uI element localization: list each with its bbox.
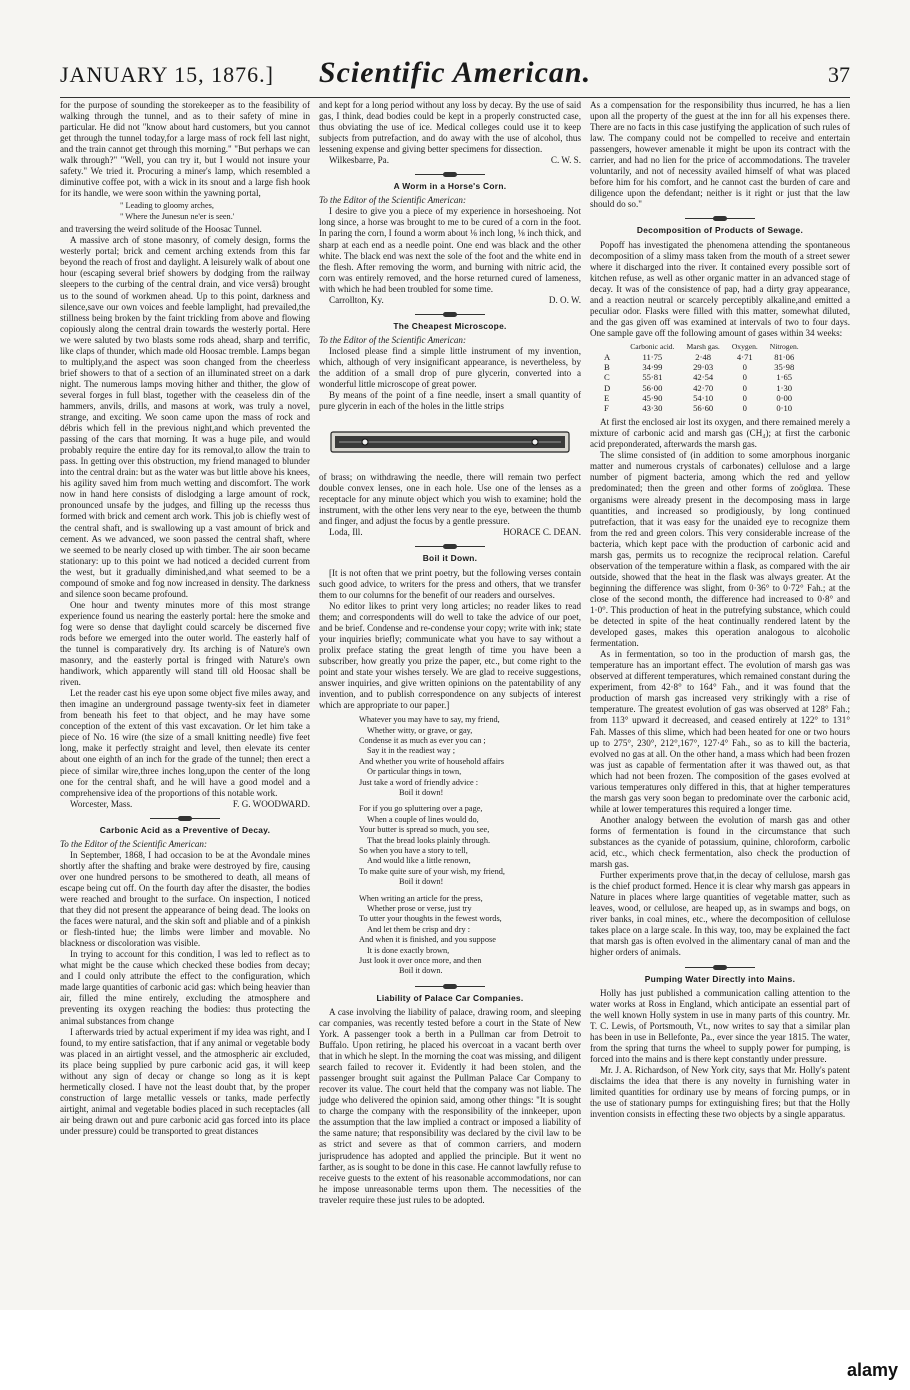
header-rule: [60, 97, 850, 98]
article-paragraph: As in fermentation, so too in the production of marsh gas, the temperature has an important effect. The evolution of marsh gas was observed at different temperatures, which remained constant during the experiment, from 42·8° to 164° Fah., and it was found that the production of marsh gas increased very strikingly with a rise of temperature. The greatest evolution of gas was observed at 128° Fah.; from 113° upward it decreased, and ceased entirely at 122° to 131° Fah. Masses of this slime, which had been heated for one or two hours up to 275°, 230°, 212°,167°, 127·4° Fah., so as to kill the bacteria, evolved no gas at all. On the other hand, a mass which had been frozen was just as capable of fermentation after it was thawed out, as that which had not been frozen. The composition of the gases evolved at various temperatures only differed in this, that at higher temperatures the marsh gas very soon began to predominate over the carbonic acid, while at lower temperatures this required a longer time.: [590, 649, 850, 814]
table-cell: 54·10: [693, 392, 714, 403]
article-paragraph: Mr. J. A. Richardson, of New York city, says that Mr. Holly's patent disclaims the idea that there is any novelty in furnishing water in limited quantities for ordinary use by means of forcing pumps, or in the use of stationary pumps for extinguishing fires; but that the Holly invention consists in effecting these two objects by a single apparatus.: [590, 1064, 850, 1120]
page-header: [60, 54, 850, 98]
poem-line: And when it is finished, and you suppose: [359, 935, 496, 945]
article-paragraph: By means of the point of a fine needle, insert a small quantity of pure glycerin in each of the holes in the little strips: [319, 390, 581, 412]
signature: [60, 799, 310, 810]
poem-line: Condense it as much as ever you can ;: [359, 735, 486, 745]
table-header-cell: Nitrogen.: [769, 341, 799, 351]
table-header-cell: [598, 341, 624, 352]
table-cell: A: [604, 351, 611, 362]
article-heading: Boil it Down.: [422, 553, 478, 564]
table-cell: 1·65: [776, 372, 793, 383]
table-body: [598, 352, 805, 413]
table-cell: 34·99: [642, 362, 663, 373]
table-cell: 55·81: [642, 372, 663, 383]
poem: [359, 715, 581, 977]
article-paragraph: In September, 1868, I had occasion to be at the Avondale mines shortly after the shafting and brake were destroyed by fire, causing over one hundred persons to be smothered to death, all means of escape being cut off. On the fourth day after the disaster, the bodies were reached and brought to the surface. On inspection, I noticed that they did not present the appearance of being dead. The looks on the faces were natural, and the skin soft and pliable and of a pinkish or flesh-tinted hue; the limbs were limber and movable. No blackness or discoloration was visible.: [60, 849, 310, 949]
signature-place: Worcester, Mass.: [70, 798, 133, 809]
poem-stanza: [359, 894, 581, 977]
table-row: [598, 372, 805, 382]
table-cell: D: [604, 382, 611, 393]
poem-stanza: [359, 804, 581, 887]
article-heading: Pumping Water Directly into Mains.: [644, 973, 796, 984]
table-cell: 81·06: [774, 351, 795, 362]
article-paragraph: Let the reader cast his eye upon some object five miles away, and then imagine an underground passage twenty-six feet in diameter from beneath his feet to that object, and he may have some conception of the extent of this vast excavation. Or let him take a piece of No. 16 wire (the size of a small knitting needle) five feet long, make it perfectly straight and level, then elevate its center about one eighth of an inch for the grade of the tunnel; then erect a piece of similar wire,three inches long,upon the center of the long one for the central shaft, and he will have a good model and a comprehensive idea of the proportions of this notable work.: [60, 688, 310, 798]
section-separator: [415, 543, 485, 550]
table-row: [598, 403, 805, 413]
table-cell: 56·00: [642, 382, 663, 393]
table-row: [598, 393, 805, 403]
poem-line: Whether prose or verse, just try: [367, 904, 472, 914]
poem-line: Just look it over once more, and then: [359, 956, 482, 966]
signature-name: F. G. WOODWARD.: [232, 798, 310, 809]
signature: [319, 155, 581, 166]
poem-line: Whatever you may have to say, my friend,: [359, 715, 500, 725]
poem-line: When writing an article for the press,: [359, 893, 483, 903]
article-paragraph: In trying to account for this condition, I was led to reflect as to what might be the cause which checked these bodies from decay; and I could only attribute the effect to the configuration, which made large quantities of carbonic acid gas: which being heavier than air, filled the mine entirely, excluding the atmosphere and preventing its oxygen reaching the bodies: thus protecting the animal substances from change: [60, 949, 310, 1026]
column-2: [319, 100, 581, 1206]
gas-table: [598, 341, 805, 413]
section-separator: [415, 311, 485, 318]
table-header-cell: Carbonic acid.: [630, 341, 675, 351]
article-paragraph: A massive arch of stone masonry, of comely design, forms the westerly portal; brick and cement arching extends from this far beyond the reach of frost and daylight. A leisurely walk of about one hour (escaping several brief showers by dodging from the railway sleepers to the curbing of the central drain, and vice versâ) brought us to the sound of workmen ahead. Up to this point, darkness and silence,save our own voices and feeble lamplight, had prevailed,the stillness being broken by the faint trickling from above and flowing copiously along the central drain towards the westerly portal. Here we were saluted by two blasts some rods ahead, sharp and terrific, like claps of thunder, which made old Hoosac tremble. Lamps began to multiply,and the aspect was soon changed from the cheerless brief showers to that of a section of an illuminated street on a dark night. The numerous lamps moving hither and thither, the glow of several forges in full blast, together with the ceaseless din of the hammers, anvils, drills, and masons at work, was truly a novel, strange, and exciting. We soon came upon the mass of rock and débris which fell in the previous night,and which prevented the passing of the cars that morning. It was a huge pile, and would probably require the entire day for its removal,to allow the train to pass. In getting over this obstruction, my friend managed to blunder into the central drain: but as the water was but little above his knees, his agility saved him from much wetting and discomfort. The work now in hand here consists of dislodging a large amount of rock, pronounced unsafe by the judges, and filling up the recesss thus formed with brick and cement arch work. This job is chiefly west of the central shaft, and is swallowing up a vast amount of brick and cement. As we advanced, we soon passed the central shaft, where we seemed to be nearly closed up with timber. The air soon became stationary: up to this point we had noticed a decided current from the west, but it gradually diminished,and what seemed to be a compound of smoke and fog now increased in density. The darkness and silence soon became profound.: [60, 235, 310, 599]
section-separator: [150, 815, 220, 822]
table-cell: 45·90: [642, 392, 663, 403]
article-heading: Liability of Palace Car Companies.: [376, 992, 524, 1003]
signature-place: Carrollton, Ky.: [329, 294, 384, 305]
table-cell: 0·00: [776, 392, 793, 403]
article-paragraph: Further experiments prove that,in the decay of cellulose, marsh gas is the chief product formed. Hence it is clear why marsh gas appears in Nature in places where large quantities of vegetable matter, such as leaves, wood, or cellulose, are heaped up, as in swamps and bogs, on river banks, in coal mines, etc., where the decomposition of cellulose takes place on a large scale. In this way, too, may be explained the fact that marsh gas is often evolved in the alimentary canal of man and the higher orders of animals.: [590, 870, 850, 958]
table-cell: 2·48: [695, 351, 712, 362]
article-paragraph: Popoff has investigated the phenomena attending the spontaneous decomposition of a slimy mass taken from the mouth of a street sewer where it discharged into the river. It contained every possible sort of kitchen refuse, as well as other organic matter in an advanced stage of decay. It was of the consistence of pap, had a dirty gray appearance, and a reaction neutral or scarcely perceptibly alkaline,and emitted a peculiar odor. Flasks were filled with this matter, somewhat diluted, and the gas given off was examined at intervals of two to four days. One sample gave off the following amount of gases within 34 weeks:: [590, 239, 850, 338]
article-paragraph: for the purpose of sounding the storekeeper as to the feasibility of walking through the tunnel, and as to their safety of mine in particular. He did not "know about hard customers, but you cannot get through the tunnel today,for a large mass of rock fell last night, and the train cannot get through this morning." "But perhaps we can walk through?" "Well, you can try it, but I would not insure your safety." We tried it. Procuring a miner's lamp, which resembled a diminutive coffee pot, with a wick in its snout and a large fish hook for its handle, we were soon within the yawning portal,: [60, 100, 310, 199]
signature-place: Loda, Ill.: [329, 527, 363, 538]
table-cell: 42·54: [693, 372, 714, 383]
article-heading: Decomposition of Products of Sewage.: [636, 225, 804, 236]
table-cell: 0: [742, 382, 747, 393]
article-paragraph: One hour and twenty minutes more of this most strange experience found us nearing the easterly portal: here the smoke and fog were so dense that daylight could scarcely be discerned five rods before we emerged into the outer world. The easterly half of the tunnel is comparatively dry. Its arching is of Nature's own masonry, and the easterly portal is fringed with Nature's own handiwork, which apparently will stand till old Hoosac shall be riven.: [60, 599, 310, 688]
issue-date: JANUARY 15, 1876.]: [60, 62, 274, 87]
article-paragraph: Inclosed please find a simple little instrument of my invention, which, although of very insignificant appearance, is nevertheless, by the addition of a small drop of pure glycerin, converted into a wonderful little microscope of great power.: [319, 345, 581, 390]
table-row: [598, 383, 805, 393]
footer-band: [0, 1310, 910, 1390]
table-cell: 0: [742, 372, 747, 383]
quote-lines: [120, 201, 310, 222]
article-paragraph: As a compensation for the responsibility thus incurred, he has a lien upon all the property of the guest at the inn for all his expenses there. There are no facts in this case justifying the application of such rules of law. The company could not be compelled to receive and entertain passengers, however amenable it might be upon its contract with the carrier, and had no lien for the price of accommodations. The traveler voluntarily, and not of necessity availed himself of what was placed before him for his comfort, and he cannot cast the burden of care and diligence upon the defendant; neither is it right or just that the law should do so.": [590, 100, 850, 210]
table-cell: 43·30: [642, 403, 663, 413]
article-paragraph: I afterwards tried by actual experiment if my idea was right, and I found, to my entire satisfaction, that if any animal or vegetable body was placed in an airtight vessel, and the atmospheric air excluded, its place being supplied by pure carbonic acid gas, it will keep without any sign of decay or change so long as it is kept hermetically closed. I have not the least doubt that, by the proper construction of large metallic vessels or tanks, made perfectly airtight, animal and vegetable bodies placed in such receptacles (all air being drawn out and pure carbonic acid gas forced into its place under pressure) could be transported to great distances: [60, 1026, 310, 1136]
table-cell: 0: [742, 362, 747, 373]
microscope-illustration: [325, 418, 575, 466]
article-paragraph: and kept for a long period without any loss by decay. By the use of said gas, I think, dead bodies could be kept in a properly constructed case, thus obviating the use of ice. Medical colleges could use it to keep subjects from putrefaction, and do away with the use of alcohol, thus lessening expense and giving better specimens for dissection.: [319, 100, 581, 155]
quote-line: " Leading to gloomy arches,: [120, 201, 214, 211]
poem-line: To make quite sure of your wish, my friend,: [359, 866, 505, 876]
section-separator: [685, 215, 755, 222]
masthead-title: Scientific American.: [318, 56, 592, 89]
article-paragraph: Another analogy between the evolution of marsh gas and other forms of fermentation is found in the circumstance that such substances as the cyanide of potassium, quinine, chloroform, carbolic acid, etc., which check fermentation, also check the production of marsh gas.: [590, 814, 850, 870]
table-cell: 0: [742, 403, 747, 413]
table-cell: 0·10: [776, 403, 793, 413]
section-separator: [415, 171, 485, 178]
poem-line: Boil it down!: [399, 877, 444, 887]
table-cell: 29·03: [693, 362, 714, 373]
signature: [319, 527, 581, 538]
poem-line: For if you go spluttering over a page,: [359, 804, 483, 814]
poem-line: Say it in the readiest way ;: [367, 746, 456, 756]
article-paragraph: [It is not often that we print poetry, but the following verses contain such good advice, to writers for the press and others, that we transfer them to our columns for the benefit of our readers and ourselves.: [319, 567, 581, 600]
article-paragraph: Holly has just published a communication calling attention to the water works at Ross in England, which anticipate an essential part of the well known Holly system in use in many parts of this country. Mr. T. C. Lewis, of Portsmouth, Vt., now writes to say that a similar plan has been in use in Bellefonte, Pa., ever since the year 1815. The water, from the spring that turns the wheel to supply power for pumping, is forced into the mains and is there kept constantly under pressure.: [590, 987, 850, 1064]
table-cell: F: [604, 403, 609, 413]
poem-line: And whether you write of household affairs: [359, 756, 505, 766]
editor-salutation: To the Editor of the Scientific American:: [319, 334, 466, 345]
signature-name: D. O. W.: [548, 294, 581, 305]
poem-line: Boil it down.: [399, 966, 443, 976]
editor-salutation: To the Editor of the Scientific American:: [319, 195, 466, 206]
table-cell: 0: [742, 392, 747, 403]
watermark-logo: [748, 1358, 898, 1380]
quote-line: " Where the Junesun ne'er is seen.': [120, 211, 235, 221]
article-paragraph: No editor likes to print very long articles; no reader likes to read them; and correspondents will do well to take the advice of our poet, and be brief. Condense and re-condense your copy; write with ink; state your inquiries briefly; communicate what you have to say without a prolix preface stating the great length of time you have been a subscriber, how greatly you prize the paper, etc., but come right to the point and state your wishes tersely. We are glad to receive suggestions, answer inquiries, and give written opinions on the patentability of any invention, and to publish correspondence on any subjects of interest which are appropriate to our paper.]: [319, 600, 581, 711]
article-paragraph: I desire to give you a piece of my experience in horseshoeing. Not long since, a horse was brought to me to be cured of a corn in the foot. In paring the corn, I found a worm about ⅛ inch long, ⅛ inch thick, and sharp at each end as a needle point. One end was black and the other white. The black end was next the sole of the foot and the white end in the flesh. After removing the worm, and burning with nitric acid, the corn was entirely removed, and the horse returned cured of lameness, with which he had been troubled for some time.: [319, 206, 581, 294]
article-paragraph: A case involving the liability of palace, drawing room, and sleeping car companies, was recently tested before a court in the State of New York. A passenger took a berth in a Pullman car from Detroit to Buffalo. Upon retiring, he placed his overcoat in a vacant berth over that in which he slept. In the morning the coat was missing, and diligent search failed to recover it. Evidently it had been stolen, and the passenger brought suit against the Pullman Palace Car Company to recover its value. The court held that the company was not liable. The judge who delivered the opinion said, among other things: "It is sought to charge the company with the responsibility of the innkeeper, upon the assumption that the law implied a contract or imposed a liability of the same nature; that responsibility was declared by the civil law to be as strict and severe as that of common carriers, and modern jurisprudence has adopted and applied the principle. But it went no farther, as is sought to be done in this case. He cannot lawfully refuse to receive guests to the extent of his reasonable accommodations, nor can he impose unreasonable terms upon them. The necessities of the traveler require these just rules to be adopted.: [319, 1006, 581, 1205]
article-paragraph: The slime consisted of (in addition to some amorphous inorganic matter and numerous crystals of carbonates) cellulose and a large number of pigment bacteria, among which the red and yellow predominated; then the green and other forms of zoöglœa. These organisms were already present in the decomposing mass in large quantities, and increased so prodigiously, by long continued putrefaction, that it was easy for the unaided eye to recognize them from the red and green colors. This very considerable increase of the bacteria, which kept pace with the production of carbonic acid and marsh gas, permits us to recognize the reciprocal relation. Careful observation of the temperature within a flask, as compared with the air outside, showed that the heat in the flask was always greater. At the beginning the difference was slight, from 0·36° to 0·72° Fah.; at the close of the second month, the difference had increased to 0·8° and 1·0°. This production of heat in the putrefying substance, which could be detected in spite of the heat continually rendered latent by the developed gases, makes this operation analogous to alcoholic fermentation.: [590, 450, 850, 649]
poem-line: To utter your thoughts in the fewest words,: [359, 914, 502, 924]
poem-line: When a couple of lines would do,: [367, 814, 479, 824]
section-separator: [685, 964, 755, 971]
signature-name: HORACE C. DEAN.: [503, 527, 581, 538]
article-heading: A Worm in a Horse's Corn.: [393, 181, 507, 192]
column-1: [60, 100, 310, 1137]
page-number: 37: [828, 62, 850, 87]
column-3: [590, 100, 850, 1120]
table-row: [598, 362, 805, 372]
editor-salutation: To the Editor of the Scientific American:: [60, 838, 207, 849]
table-header-cell: Marsh gas.: [686, 341, 720, 351]
article-heading: The Cheapest Microscope.: [393, 320, 507, 331]
poem-line: Whether witty, or grave, or gay,: [367, 725, 473, 735]
table-cell: 42·70: [693, 382, 714, 393]
table-row: [598, 352, 805, 362]
table-cell: 11·75: [642, 351, 663, 362]
table-cell: B: [604, 362, 610, 373]
table-cell: C: [604, 372, 610, 383]
signature-name: C. W. S.: [550, 155, 581, 166]
poem-line: Boil it down!: [399, 787, 444, 797]
signature: [319, 295, 581, 306]
poem-stanza: [359, 715, 581, 798]
poem-line: Or particular things in town,: [367, 767, 462, 777]
table-cell: 4·71: [736, 351, 753, 362]
watermark-text: alamy: [846, 1360, 898, 1380]
table-header-cell: Oxygen.: [731, 341, 758, 351]
article-heading: Carbonic Acid as a Preventive of Decay.: [99, 824, 271, 835]
section-separator: [415, 983, 485, 990]
table-cell: E: [604, 392, 610, 403]
poem-line: Just take a word of friendly advice :: [359, 777, 479, 787]
article-paragraph: and traversing the weird solitude of the Hoosac Tunnel.: [60, 224, 262, 235]
table-cell: 35·98: [774, 362, 795, 373]
poem-line: Your butter is spread so much, you see,: [359, 825, 490, 835]
poem-line: It is done exactly brown,: [367, 945, 450, 955]
table-header-row: [598, 341, 805, 352]
poem-line: That the bread looks plainly through.: [367, 835, 491, 845]
poem-line: So when you have a story to tell,: [359, 845, 468, 855]
poem-line: And let them be crisp and dry :: [367, 924, 470, 934]
table-cell: 1·30: [776, 382, 793, 393]
article-paragraph: of brass; on withdrawing the needle, there will remain two perfect double convex lenses, one in each hole. Use one of the lenses as a receptacle for any minute object which you wish to examine; hold the instrument, with the other lens very near to the eye, between the thumb and finger, and adjust the focus by a gentle pressure.: [319, 472, 581, 527]
table-cell: 56·60: [693, 403, 714, 413]
poem-line: And would like a little renown,: [367, 856, 471, 866]
article-paragraph: At first the enclosed air lost its oxygen, and there remained merely a mixture of carbonic acid and marsh gas (CH₄); at first the carbonic acid preponderated, afterwards the marsh gas.: [590, 417, 850, 450]
signature-place: Wilkesbarre, Pa.: [329, 155, 389, 166]
